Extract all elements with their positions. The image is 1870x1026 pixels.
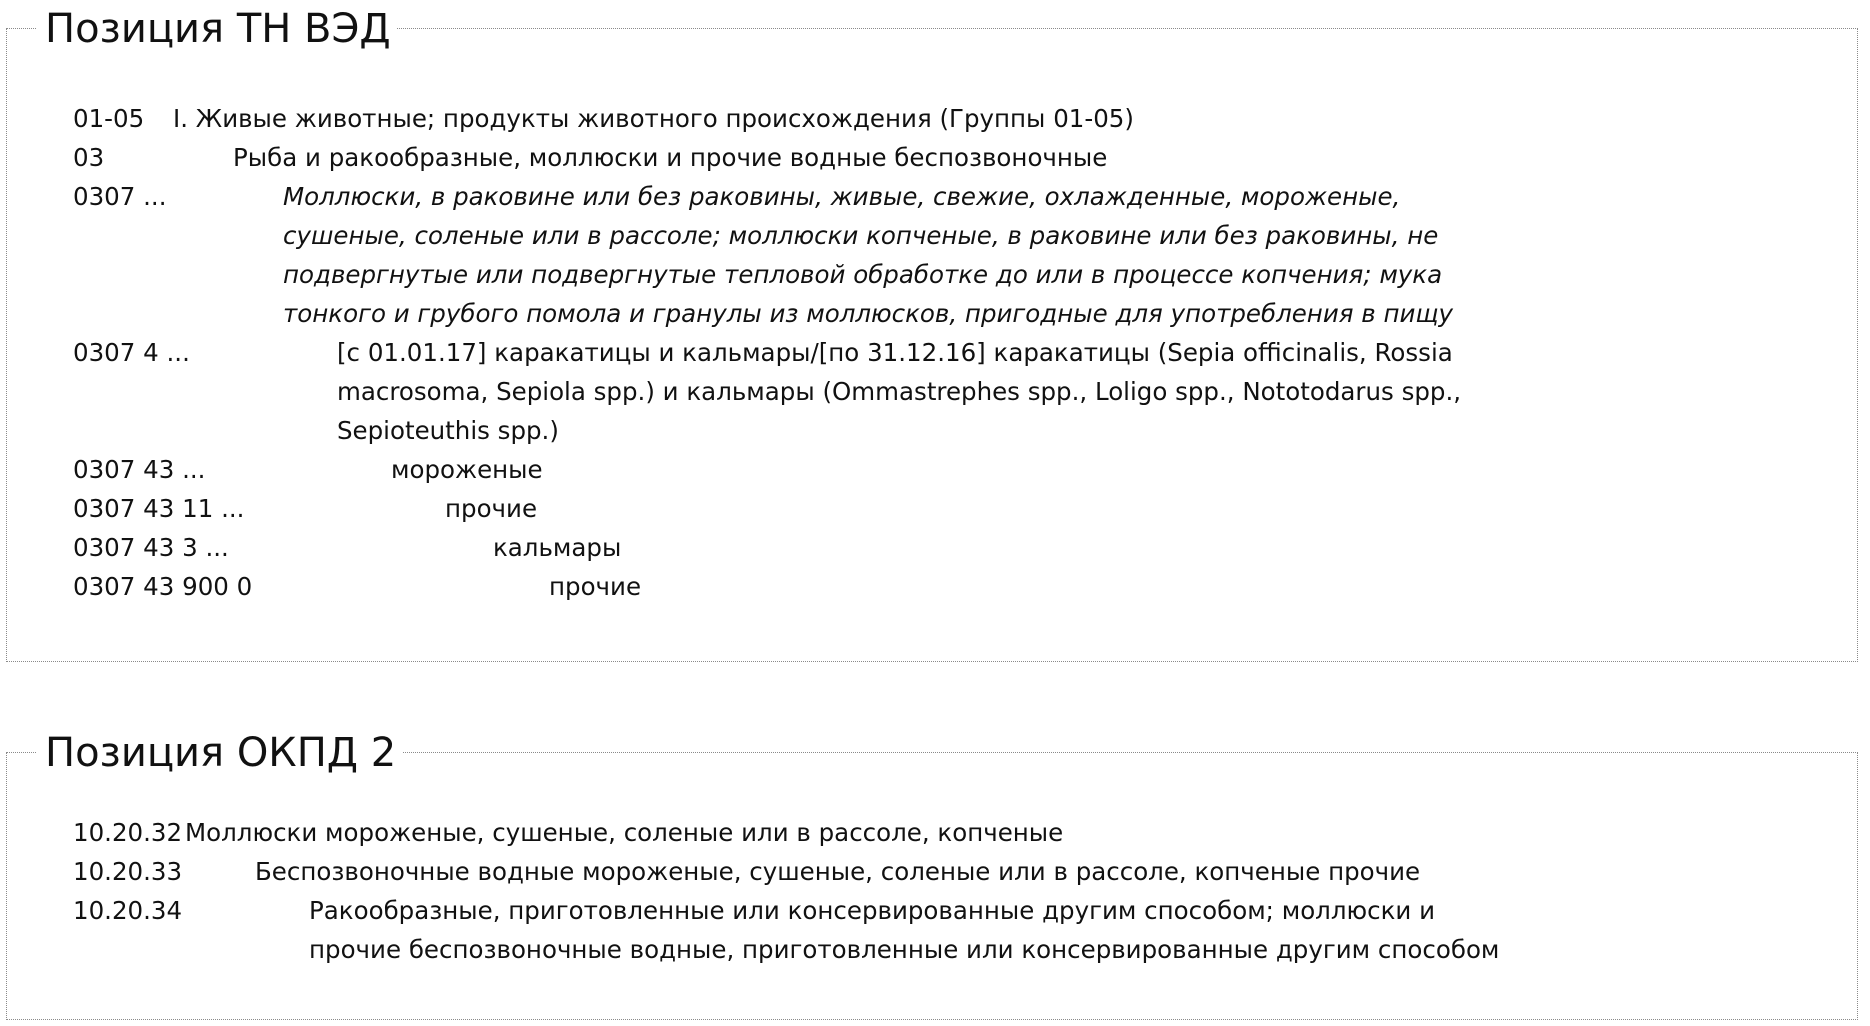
tnved-description: [493, 528, 621, 567]
tnved-description-line: macrosoma, Sepiola spp.) и кальмары (Ommastrephes spp., Loligo spp., Nototodarus spp.,: [337, 377, 1462, 406]
tnved-section: [6, 6, 1858, 662]
okpd2-description-line: Ракообразные, приготовленные или консервированные другим способом; моллюски и: [309, 896, 1436, 925]
tnved-description-line: мороженые: [391, 455, 543, 484]
okpd2-section: [6, 730, 1858, 1020]
tnved-description-line: тонкого и грубого помола и гранулы из моллюсков, пригодные для употребления в пищу: [283, 299, 1454, 328]
okpd2-section-title: Позиция ОКПД 2: [37, 725, 402, 781]
tnved-description-line: сушеные, соленые или в рассоле; моллюски копченые, в раковине или без раковины, не: [283, 221, 1439, 250]
okpd2-description-line: Беспозвоночные водные мороженые, сушеные, соленые или в рассоле, копченые прочие: [255, 857, 1421, 886]
tnved-code: 01-05: [73, 104, 145, 133]
tnved-code: 0307 ...: [73, 182, 167, 211]
okpd2-code: 10.20.34: [73, 896, 183, 925]
tnved-description: [549, 567, 641, 606]
tnved-code: 0307 4 ...: [73, 338, 190, 367]
tnved-description-line: прочие: [549, 572, 642, 601]
okpd2-description-line: Моллюски мороженые, сушеные, соленые или в рассоле, копченые: [185, 818, 1064, 847]
tnved-description-line: прочие: [445, 494, 538, 523]
tnved-description-line: Рыба и ракообразные, моллюски и прочие водные беспозвоночные: [233, 143, 1108, 172]
tnved-description-line: Моллюски, в раковине или без раковины, живые, свежие, охлажденные, мороженые,: [283, 182, 1401, 211]
tnved-description-line: Sepioteuthis spp.): [337, 416, 559, 445]
tnved-code: 0307 43 900 0: [73, 572, 253, 601]
okpd2-code: 10.20.32: [73, 818, 183, 847]
tnved-description: [445, 489, 537, 528]
tnved-description-line: кальмары: [493, 533, 622, 562]
tnved-code: 0307 43 ...: [73, 455, 206, 484]
okpd2-description-line: прочие беспозвоночные водные, приготовленные или консервированные другим способом: [309, 935, 1500, 964]
tnved-description: [337, 333, 1461, 450]
okpd2-description: [255, 852, 1420, 891]
tnved-section-title: Позиция ТН ВЭД: [37, 1, 397, 57]
tnved-description-line: I. Живые животные; продукты животного происхождения (Группы 01-05): [173, 104, 1134, 133]
tnved-code: 03: [73, 143, 105, 172]
okpd2-description: [309, 891, 1499, 969]
tnved-description: [391, 450, 543, 489]
okpd2-code: 10.20.33: [73, 857, 183, 886]
tnved-description: [233, 138, 1107, 177]
tnved-description: [173, 99, 1134, 138]
tnved-code: 0307 43 11 ...: [73, 494, 245, 523]
tnved-description-line: [с 01.01.17] каракатицы и кальмары/[по 31.12.16] каракатицы (Sepia officinalis, Rossia: [337, 338, 1453, 367]
tnved-description: [283, 177, 1453, 333]
okpd2-description: [185, 813, 1063, 852]
tnved-description-line: подвергнутые или подвергнутые тепловой обработке до или в процессе копчения; мука: [283, 260, 1443, 289]
tnved-code: 0307 43 3 ...: [73, 533, 229, 562]
